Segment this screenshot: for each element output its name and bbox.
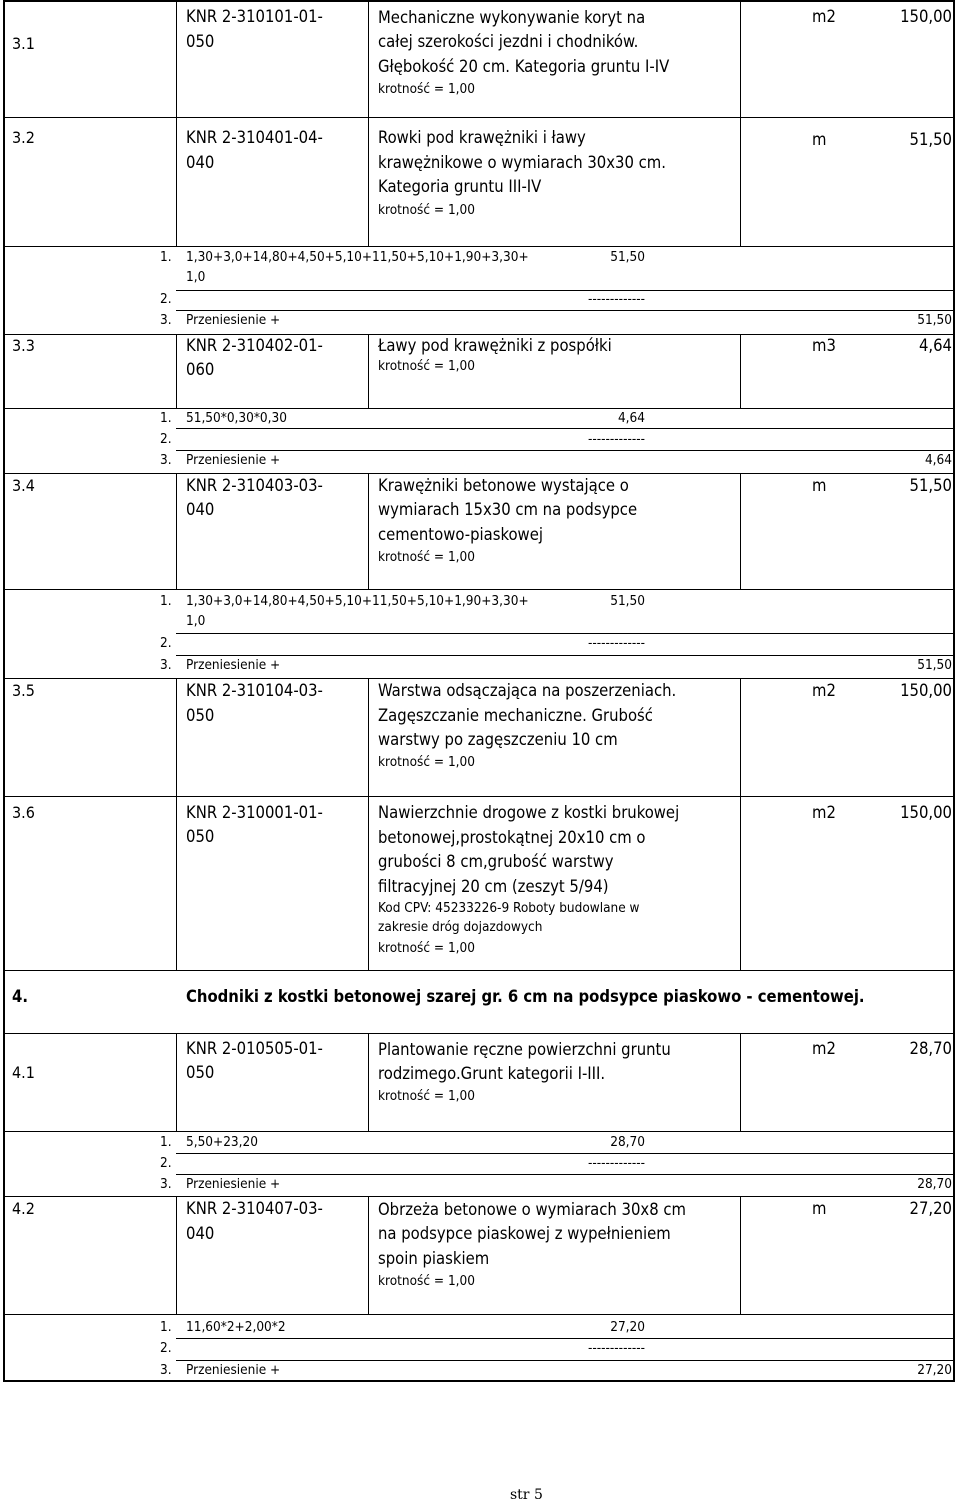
column-separator bbox=[176, 1033, 177, 1131]
position-description-line: Kategoria gruntu III-IV bbox=[378, 177, 542, 196]
carry-over-value: 28,70 bbox=[917, 1176, 952, 1192]
position-quantity: 4,64 bbox=[918, 336, 952, 355]
position-description-line: cementowo-piaskowej bbox=[378, 525, 543, 544]
column-separator bbox=[176, 678, 177, 970]
position-description-line: rodzimego.Grunt kategorii I-III. bbox=[378, 1064, 606, 1083]
position-unit: m bbox=[812, 476, 827, 495]
position-quantity: 28,70 bbox=[909, 1039, 952, 1058]
measurement-value: 27,20 bbox=[610, 1319, 645, 1335]
row-separator bbox=[3, 1314, 955, 1315]
position-description-line: na podsypce piaskowej z wypełnieniem bbox=[378, 1224, 671, 1243]
measurement-line-number: 2. bbox=[160, 431, 172, 447]
carry-over-label: Przeniesienie + bbox=[186, 312, 281, 328]
position-code-line: KNR 2-310001-01- bbox=[186, 803, 323, 822]
measurement-line-number: 3. bbox=[160, 657, 172, 673]
position-multiplier: krotność = 1,00 bbox=[378, 754, 475, 770]
carry-over-label: Przeniesienie + bbox=[186, 657, 281, 673]
row-separator bbox=[3, 1131, 955, 1132]
position-code-line: KNR 2-310407-03- bbox=[186, 1199, 323, 1218]
position-unit: m2 bbox=[812, 681, 836, 700]
position-code-line: KNR 2-010505-01- bbox=[186, 1039, 323, 1058]
measurement-line-number: 3. bbox=[160, 452, 172, 468]
measurement-value: 51,50 bbox=[610, 249, 645, 265]
position-description-line: Mechaniczne wykonywanie koryt na bbox=[378, 8, 646, 27]
measurement-line-number: 2. bbox=[160, 291, 172, 307]
column-separator bbox=[740, 1033, 741, 1131]
column-separator bbox=[740, 334, 741, 408]
position-description-line: Plantowanie ręczne powierzchni gruntu bbox=[378, 1040, 671, 1059]
carry-over-value: 51,50 bbox=[917, 657, 952, 673]
position-unit: m2 bbox=[812, 803, 836, 822]
row-separator bbox=[3, 246, 955, 247]
cpv-code-line: zakresie dróg dojazdowych bbox=[378, 919, 543, 935]
row-separator bbox=[3, 408, 955, 409]
measurement-line-number: 1. bbox=[160, 249, 172, 265]
position-unit: m bbox=[812, 130, 827, 149]
position-number: 3.2 bbox=[12, 128, 35, 147]
column-separator bbox=[368, 1196, 369, 1314]
row-separator bbox=[3, 589, 955, 590]
position-multiplier: krotność = 1,00 bbox=[378, 358, 475, 374]
position-code-line: 040 bbox=[186, 1224, 215, 1243]
carry-over-value: 27,20 bbox=[917, 1362, 952, 1378]
position-number: 3.4 bbox=[12, 476, 35, 495]
position-description-line: Warstwa odsączająca na poszerzeniach. bbox=[378, 681, 677, 700]
position-description-line: wymiarach 15x30 cm na podsypce bbox=[378, 500, 638, 519]
row-separator bbox=[176, 290, 955, 291]
row-separator bbox=[176, 655, 955, 656]
position-quantity: 51,50 bbox=[909, 130, 952, 149]
position-code-line: 050 bbox=[186, 1063, 215, 1082]
position-description-line: spoin piaskiem bbox=[378, 1249, 490, 1268]
row-separator bbox=[176, 1174, 955, 1175]
position-code-line: KNR 2-310101-01- bbox=[186, 7, 323, 26]
measurement-dashes: ------------- bbox=[588, 431, 645, 447]
position-code-line: 050 bbox=[186, 827, 215, 846]
row-separator bbox=[176, 633, 955, 634]
measurement-dashes: ------------- bbox=[588, 1155, 645, 1171]
position-code-line: 040 bbox=[186, 153, 215, 172]
position-multiplier: krotność = 1,00 bbox=[378, 81, 475, 97]
position-quantity: 150,00 bbox=[900, 7, 952, 26]
position-code-line: KNR 2-310402-01- bbox=[186, 336, 323, 355]
position-multiplier: krotność = 1,00 bbox=[378, 549, 475, 565]
carry-over-label: Przeniesienie + bbox=[186, 1176, 281, 1192]
measurement-line-number: 3. bbox=[160, 1176, 172, 1192]
position-code-line: KNR 2-310401-04- bbox=[186, 128, 323, 147]
measurement-line-number: 1. bbox=[160, 593, 172, 609]
measurement-line-number: 3. bbox=[160, 312, 172, 328]
position-description-line: całej szerokości jezdni i chodników. bbox=[378, 32, 639, 51]
position-description-line: Krawężniki betonowe wystające o bbox=[378, 476, 629, 495]
measurement-dashes: ------------- bbox=[588, 291, 645, 307]
position-code-line: 050 bbox=[186, 32, 215, 51]
measurement-dashes: ------------- bbox=[588, 1340, 645, 1356]
measurement-expression: 51,50*0,30*0,30 bbox=[186, 410, 287, 426]
measurement-expression: 1,30+3,0+14,80+4,50+5,10+11,50+5,10+1,90+3,30+ bbox=[186, 249, 529, 265]
position-multiplier: krotność = 1,00 bbox=[378, 1088, 475, 1104]
carry-over-label: Przeniesienie + bbox=[186, 1362, 281, 1378]
carry-over-value: 4,64 bbox=[924, 452, 952, 468]
position-unit: m2 bbox=[812, 1039, 836, 1058]
position-multiplier: krotność = 1,00 bbox=[378, 1273, 475, 1289]
column-separator bbox=[368, 473, 369, 589]
column-separator bbox=[740, 473, 741, 589]
position-description-line: Zagęszczanie mechaniczne. Grubość bbox=[378, 706, 653, 725]
column-separator bbox=[740, 1196, 741, 1314]
row-separator bbox=[176, 1360, 955, 1361]
measurement-value: 28,70 bbox=[610, 1134, 645, 1150]
column-separator bbox=[368, 0, 369, 246]
measurement-line-number: 2. bbox=[160, 1340, 172, 1356]
position-number: 3.5 bbox=[12, 681, 35, 700]
measurement-dashes: ------------- bbox=[588, 635, 645, 651]
column-separator bbox=[740, 0, 741, 246]
measurement-expression: 11,60*2+2,00*2 bbox=[186, 1319, 286, 1335]
measurement-value: 51,50 bbox=[610, 593, 645, 609]
position-code-line: KNR 2-310403-03- bbox=[186, 476, 323, 495]
position-code-line: 050 bbox=[186, 706, 215, 725]
position-code-line: KNR 2-310104-03- bbox=[186, 681, 323, 700]
position-quantity: 51,50 bbox=[909, 476, 952, 495]
position-description-line: betonowej,prostokątnej 20x10 cm o bbox=[378, 828, 646, 847]
position-unit: m bbox=[812, 1199, 827, 1218]
column-separator bbox=[176, 1196, 177, 1314]
row-separator bbox=[3, 970, 955, 971]
measurement-expression: 5,50+23,20 bbox=[186, 1134, 258, 1150]
position-number: 3.6 bbox=[12, 803, 35, 822]
row-separator bbox=[176, 428, 955, 429]
section-number: 4. bbox=[12, 987, 28, 1006]
carry-over-label: Przeniesienie + bbox=[186, 452, 281, 468]
measurement-expression: 1,0 bbox=[186, 269, 206, 285]
position-multiplier: krotność = 1,00 bbox=[378, 940, 475, 956]
position-unit: m3 bbox=[812, 336, 836, 355]
position-multiplier: krotność = 1,00 bbox=[378, 202, 475, 218]
measurement-line-number: 1. bbox=[160, 410, 172, 426]
measurement-value: 4,64 bbox=[617, 410, 645, 426]
measurement-line-number: 1. bbox=[160, 1319, 172, 1335]
position-code-line: 060 bbox=[186, 360, 215, 379]
cpv-code-line: Kod CPV: 45233226-9 Roboty budowlane w bbox=[378, 900, 640, 916]
position-number: 4.1 bbox=[12, 1063, 35, 1082]
row-separator bbox=[3, 1196, 955, 1197]
position-description-line: Nawierzchnie drogowe z kostki brukowej bbox=[378, 803, 680, 822]
position-quantity: 150,00 bbox=[900, 681, 952, 700]
row-separator bbox=[176, 310, 955, 311]
row-separator bbox=[176, 1153, 955, 1154]
position-description-line: grubości 8 cm,grubość warstwy bbox=[378, 852, 614, 871]
column-separator bbox=[740, 678, 741, 970]
position-description-line: krawężnikowe o wymiarach 30x30 cm. bbox=[378, 153, 666, 172]
row-separator bbox=[3, 796, 955, 797]
column-separator bbox=[368, 334, 369, 408]
position-description-line: Głębokość 20 cm. Kategoria gruntu I-IV bbox=[378, 57, 670, 76]
column-separator bbox=[368, 1033, 369, 1131]
column-separator bbox=[368, 678, 369, 970]
position-code-line: 040 bbox=[186, 500, 215, 519]
position-description-line: warstwy po zagęszczeniu 10 cm bbox=[378, 730, 618, 749]
position-description-line: Ławy pod krawężniki z pospółki bbox=[378, 336, 612, 355]
position-number: 3.1 bbox=[12, 34, 35, 53]
carry-over-value: 51,50 bbox=[917, 312, 952, 328]
column-separator bbox=[176, 334, 177, 408]
row-separator bbox=[176, 450, 955, 451]
row-separator bbox=[3, 1033, 955, 1034]
page-number: str 5 bbox=[510, 1487, 543, 1503]
position-description-line: Obrzeża betonowe o wymiarach 30x8 cm bbox=[378, 1200, 686, 1219]
measurement-expression: 1,0 bbox=[186, 613, 206, 629]
column-separator bbox=[176, 0, 177, 246]
column-separator bbox=[176, 473, 177, 589]
row-separator bbox=[3, 117, 955, 118]
measurement-line-number: 2. bbox=[160, 1155, 172, 1171]
row-separator bbox=[176, 1338, 955, 1339]
position-quantity: 150,00 bbox=[900, 803, 952, 822]
position-unit: m2 bbox=[812, 7, 836, 26]
section-title: Chodniki z kostki betonowej szarej gr. 6 cm na podsypce piaskowo - cementowej. bbox=[186, 987, 865, 1006]
measurement-line-number: 3. bbox=[160, 1362, 172, 1378]
position-number: 3.3 bbox=[12, 336, 35, 355]
position-description-line: filtracyjnej 20 cm (zeszyt 5/94) bbox=[378, 877, 609, 896]
measurement-line-number: 2. bbox=[160, 635, 172, 651]
measurement-line-number: 1. bbox=[160, 1134, 172, 1150]
measurement-expression: 1,30+3,0+14,80+4,50+5,10+11,50+5,10+1,90+3,30+ bbox=[186, 593, 529, 609]
position-quantity: 27,20 bbox=[909, 1199, 952, 1218]
position-number: 4.2 bbox=[12, 1199, 35, 1218]
position-description-line: Rowki pod krawężniki i ławy bbox=[378, 128, 586, 147]
